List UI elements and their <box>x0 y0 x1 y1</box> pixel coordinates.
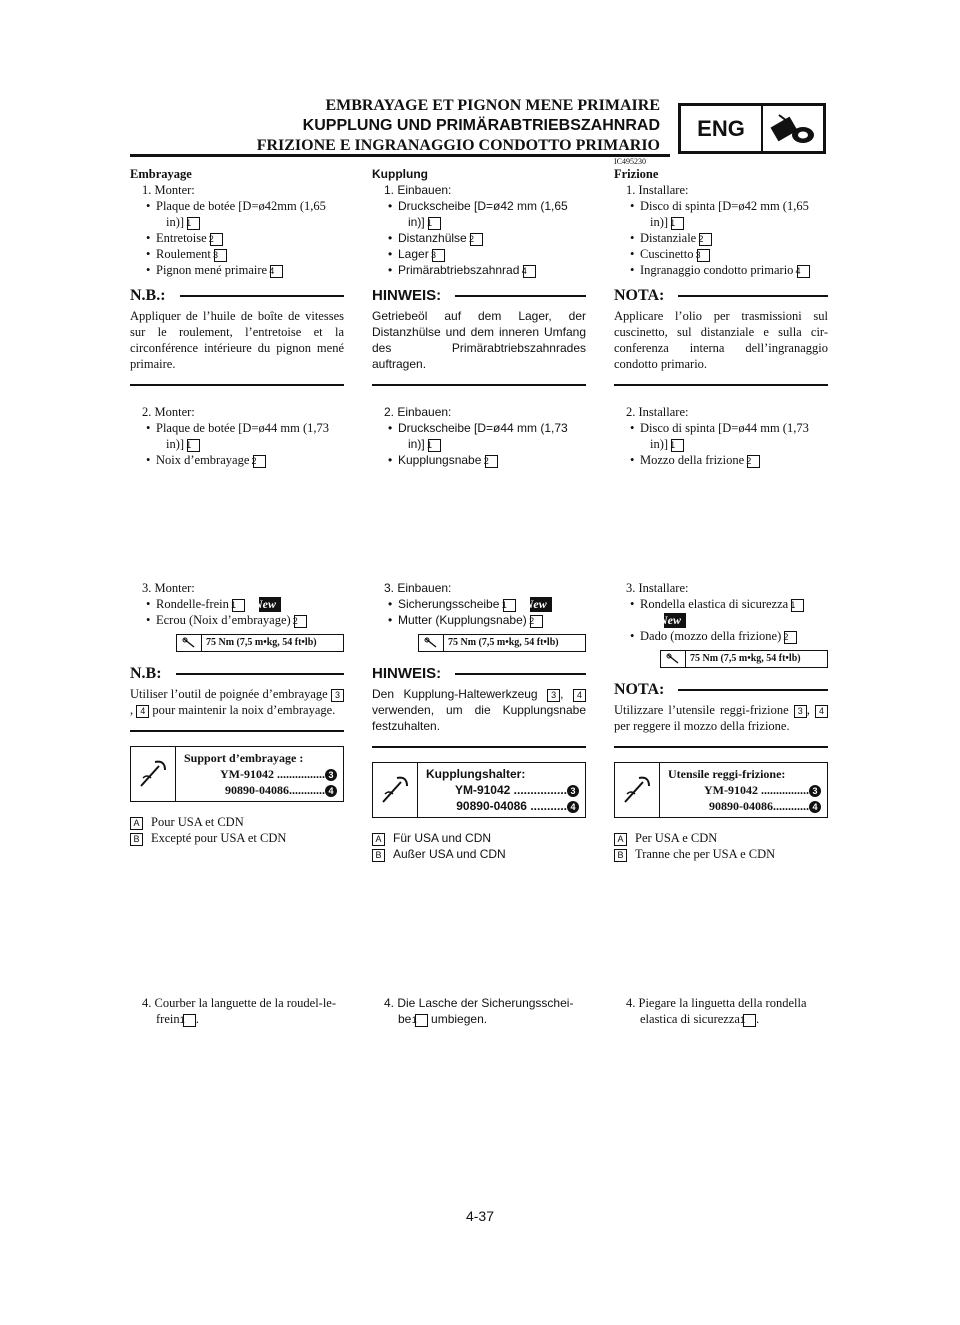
step-3: 3. Installare: <box>626 581 689 595</box>
special-tool-box <box>372 762 586 818</box>
column-german <box>372 166 586 468</box>
tool-part: YM-91042 ................ 3 <box>184 766 337 782</box>
step-4: 4. Courber la languette de la roudel-le-frein 1 . <box>142 996 337 1026</box>
column-italian-step4 <box>614 995 828 1027</box>
step-2: 2. Monter: <box>142 405 195 419</box>
step-3: 3. Einbauen: <box>384 581 452 595</box>
list-item: • Lager 3 <box>398 246 586 262</box>
legend-a: A Für USA und CDN <box>372 830 586 846</box>
tool-part: 90890-04086............ 4 <box>184 782 337 798</box>
column-italian-lower <box>614 580 828 862</box>
list-item: • Druckscheibe [D=ø42 mm (1,65 in)] 1 <box>398 198 586 230</box>
new-badge: New <box>530 597 552 612</box>
legend-b: B Excepté pour USA et CDN <box>130 830 344 846</box>
torque-spec: 75 Nm (7,5 m•kg, 54 ft•lb) <box>418 634 586 652</box>
list-item: • Druckscheibe [D=ø44 mm (1,73 in)] 1 <box>398 420 586 452</box>
list-item: • Mutter (Kupplungsnabe) 2 <box>398 612 586 628</box>
note-text: Applicare l’olio per trasmissioni sul cuscinetto, sul distanziale e sulla cir-conferenza interna dell’ingranaggio condotto primario. <box>614 309 828 371</box>
list-item: • Disco di spinta [D=ø44 mm (1,73 in)] 1 <box>640 420 828 452</box>
tool-title: Kupplungshalter: <box>426 767 526 781</box>
torque-spec: 75 Nm (7,5 m•kg, 54 ft•lb) <box>176 634 344 652</box>
section-code: IC495230 <box>614 157 646 166</box>
wrench-icon <box>419 635 444 651</box>
note-heading: NOTA: <box>614 288 828 304</box>
note-rule <box>614 746 828 748</box>
page-number: 4-37 <box>465 1208 495 1224</box>
badge-label: ENG <box>681 106 763 151</box>
tool-part: YM-91042 ................ 3 <box>668 782 821 798</box>
title-german: KUPPLUNG UND PRIMÄRABTRIEBSZAHNRAD <box>302 117 660 134</box>
section-title: Frizione <box>614 167 659 181</box>
torque-spec: 75 Nm (7,5 m•kg, 54 ft•lb) <box>660 650 828 668</box>
list-item: • Noix d’embrayage 2 <box>156 452 344 468</box>
note-heading: N.B.: <box>130 288 344 304</box>
step-4: 4. Die Lasche der Sicherungsschei-be 1 umbiegen. <box>384 996 574 1026</box>
wrench-icon <box>177 635 202 651</box>
tool-part: YM-91042 ................ 3 <box>426 782 579 798</box>
list-item: • Roulement 3 <box>156 246 344 262</box>
note-rule <box>614 384 828 386</box>
note-text: Utiliser l’outil de poignée d’embrayage 3, 4 pour maintenir la noix d’embrayage. <box>130 686 344 718</box>
list-item: • Ecrou (Noix d’embrayage) 2 <box>156 612 344 628</box>
section-badge <box>678 103 826 154</box>
list-item: • Plaque de botée [D=ø44 mm (1,73 in)] 1 <box>156 420 344 452</box>
note-heading: NOTA: <box>614 682 828 698</box>
new-badge: New <box>259 597 281 612</box>
wrench-icon <box>661 651 686 667</box>
list-item: • Cuscinetto 3 <box>640 246 828 262</box>
list-item: • Pignon mené primaire 4 <box>156 262 344 278</box>
engine-icon <box>763 106 823 151</box>
page-header-titles <box>257 96 660 156</box>
tool-part: 90890-04086............ 4 <box>668 798 821 814</box>
title-italian: FRIZIONE E INGRANAGGIO CONDOTTO PRIMARIO <box>256 137 660 154</box>
legend-a: A Per USA e CDN <box>614 830 828 846</box>
legend-a: A Pour USA et CDN <box>130 814 344 830</box>
tool-icon <box>615 763 660 817</box>
list-item: • Rondelle-frein 1 New <box>156 596 344 612</box>
note-rule <box>372 746 586 748</box>
note-rule <box>372 384 586 386</box>
step-4: 4. Piegare la linguetta della rondella elastica di sicurezza 1 . <box>626 996 807 1026</box>
new-badge: New <box>664 613 686 628</box>
tool-part: 90890-04086 ........... 4 <box>426 798 579 814</box>
section-title: Embrayage <box>130 167 192 181</box>
column-french-lower <box>130 580 344 846</box>
note-heading: HINWEIS: <box>372 288 586 304</box>
title-french: EMBRAYAGE ET PIGNON MENE PRIMAIRE <box>325 97 660 114</box>
note-text: Utilizzare l’utensile reggi-frizione 3 , 4 per reggere il mozzo della frizione. <box>614 702 828 734</box>
tool-icon <box>131 747 176 801</box>
header-rule <box>130 154 670 157</box>
step-3: 3. Monter: <box>142 581 195 595</box>
list-item: • Rondella elastica di sicurezza 1New <box>640 596 828 628</box>
special-tool-box <box>130 746 344 802</box>
note-rule <box>130 730 344 732</box>
column-german-step4 <box>372 995 586 1027</box>
note-rule <box>130 384 344 386</box>
column-german-lower <box>372 580 586 862</box>
step-1: 1. Einbauen: <box>384 183 452 197</box>
list-item: • Distanzhülse 2 <box>398 230 586 246</box>
step-2: 2. Einbauen: <box>384 405 452 419</box>
list-item: • Ingranaggio condotto primario 4 <box>640 262 828 278</box>
step-1: 1. Monter: <box>142 183 195 197</box>
note-heading: N.B: <box>130 666 344 682</box>
note-heading: HINWEIS: <box>372 666 586 682</box>
legend-b: B Tranne che per USA e CDN <box>614 846 828 862</box>
list-item: • Kupplungsnabe 2 <box>398 452 586 468</box>
note-text: Getriebeöl auf dem Lager, der Distanzhülse und dem inneren Umfang des Primärabtriebszahnrades auftragen. <box>372 309 586 371</box>
list-item: • Mozzo della frizione 2 <box>640 452 828 468</box>
tool-title: Utensile reggi-frizione: <box>668 767 786 781</box>
list-item: • Entretoise 2 <box>156 230 344 246</box>
step-1: 1. Installare: <box>626 183 689 197</box>
column-italian <box>614 166 828 468</box>
list-item: • Dado (mozzo della frizione) 2 <box>640 628 828 644</box>
tool-title: Support d’embrayage : <box>184 751 304 765</box>
note-text: Den Kupplung-Haltewerkzeug 3 , 4 verwenden, um die Kupplungsnabe festzuhalten. <box>372 687 586 733</box>
list-item: • Distanziale 2 <box>640 230 828 246</box>
special-tool-box <box>614 762 828 818</box>
step-2: 2. Installare: <box>626 405 689 419</box>
list-item: • Primärabtriebszahnrad 4 <box>398 262 586 278</box>
list-item: • Sicherungsscheibe 1 New <box>398 596 586 612</box>
legend-b: B Außer USA und CDN <box>372 846 586 862</box>
tool-icon <box>373 763 418 817</box>
section-title: Kupplung <box>372 167 428 181</box>
note-text: Appliquer de l’huile de boîte de vitesses sur le roulement, l’entretoise et la circonférence intérieure du pignon mené primaire. <box>130 309 344 371</box>
column-french <box>130 166 344 468</box>
list-item: • Plaque de botée [D=ø42mm (1,65 in)] 1 <box>156 198 344 230</box>
column-french-step4 <box>130 995 344 1027</box>
list-item: • Disco di spinta [D=ø42 mm (1,65 in)] 1 <box>640 198 828 230</box>
